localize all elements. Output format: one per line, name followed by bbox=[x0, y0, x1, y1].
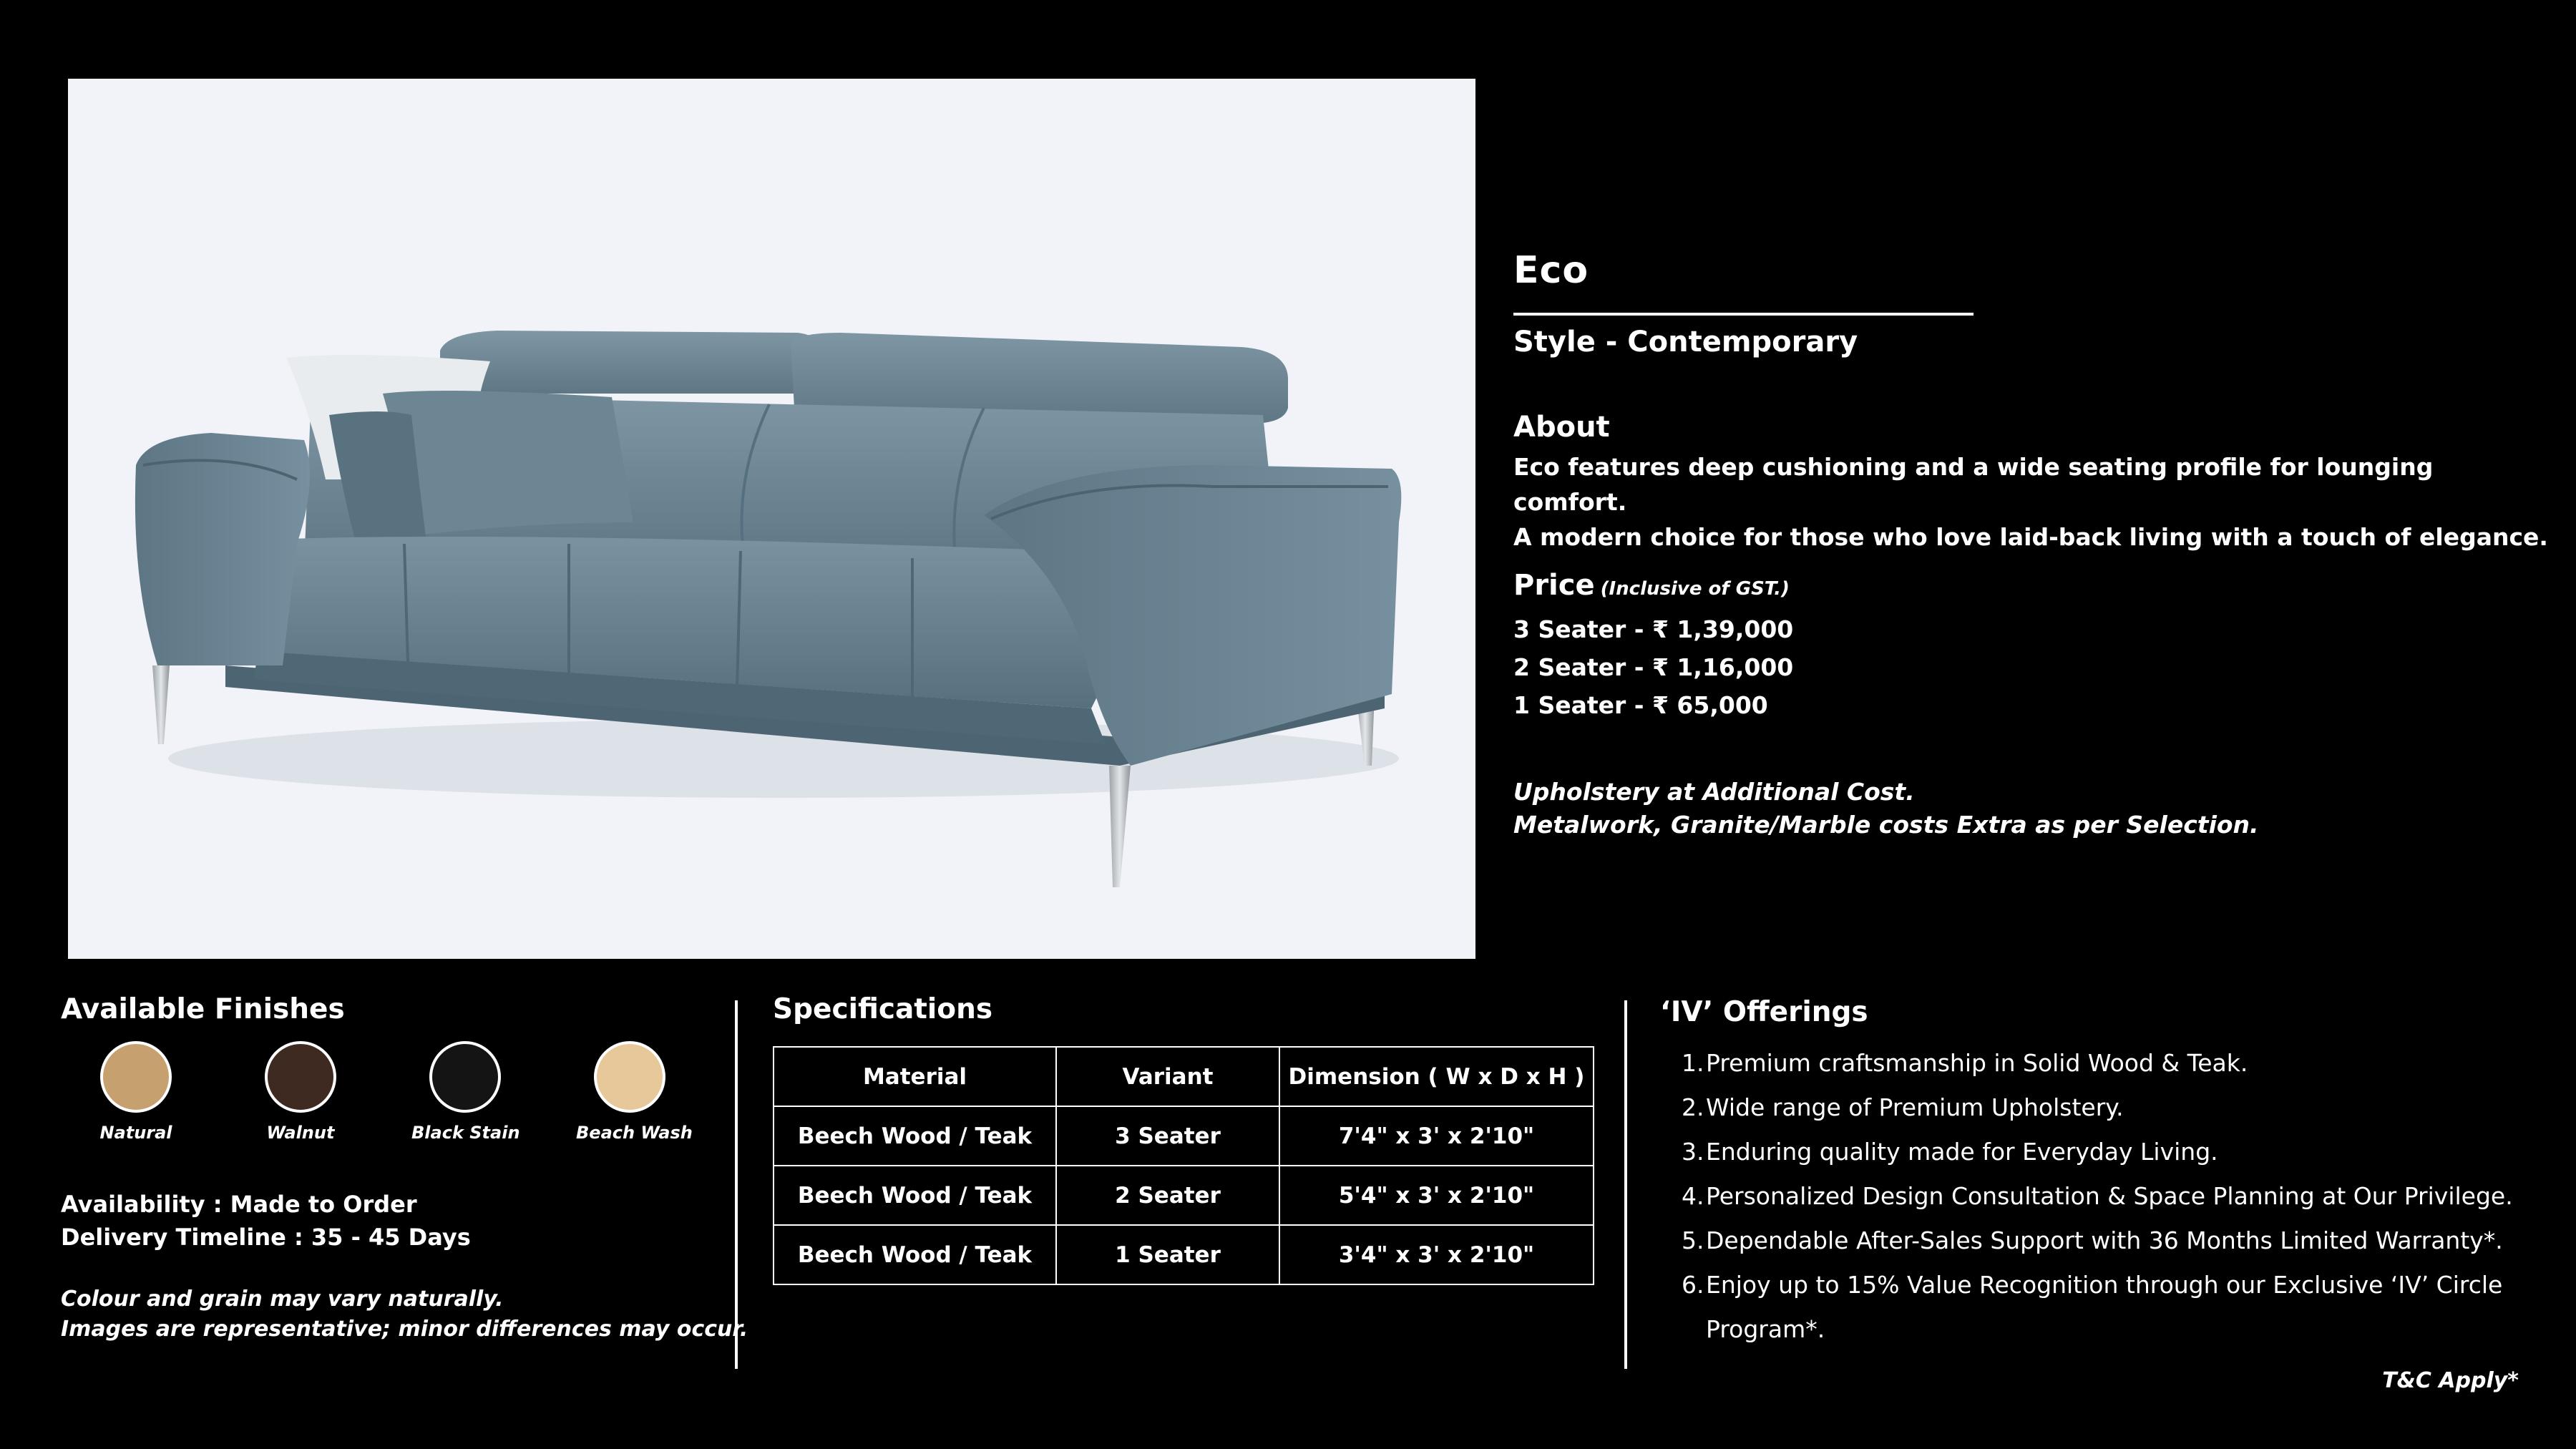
finish-swatch-beach-wash[interactable] bbox=[576, 1041, 693, 1143]
section-divider bbox=[1624, 1000, 1627, 1369]
swatch-label: Beach Wash bbox=[576, 1123, 693, 1143]
offering-text: Enduring quality made for Everyday Living. bbox=[1706, 1138, 2218, 1166]
upholstery-note bbox=[1513, 776, 2259, 841]
finish-swatch-black-stain[interactable] bbox=[411, 1041, 519, 1143]
product-image bbox=[68, 79, 1475, 959]
price-item: 3 Seater - ₹ 1,39,000 bbox=[1513, 615, 1794, 643]
product-title: Eco bbox=[1513, 249, 1589, 292]
offering-text: Enjoy up to 15% Value Recognition through our Exclusive ‘IV’ Circle Program*. bbox=[1706, 1271, 2503, 1343]
specifications-heading: Specifications bbox=[773, 993, 993, 1025]
availability-line: Availability : Made to Order bbox=[61, 1191, 417, 1218]
delivery-line: Delivery Timeline : 35 - 45 Days bbox=[61, 1224, 471, 1251]
price-list bbox=[1513, 610, 1793, 724]
offering-text: Wide range of Premium Upholstery. bbox=[1706, 1093, 2124, 1121]
swatch-label: Walnut bbox=[266, 1123, 335, 1143]
list-item: 1. Premium craftsmanship in Solid Wood & Teak. bbox=[1682, 1041, 2526, 1085]
about-line: A modern choice for those who love laid-back living with a touch of elegance. bbox=[1513, 523, 2548, 551]
swatch-color bbox=[594, 1041, 665, 1113]
price-item: 2 Seater - ₹ 1,16,000 bbox=[1513, 653, 1794, 681]
list-item: 3. Enduring quality made for Everyday Living. bbox=[1682, 1130, 2526, 1174]
list-item: 2. Wide range of Premium Upholstery. bbox=[1682, 1085, 2526, 1130]
about-heading: About bbox=[1513, 411, 1610, 444]
table-cell: 2 Seater bbox=[1056, 1166, 1279, 1225]
list-item: 5. Dependable After-Sales Support with 36 Months Limited Warranty*. bbox=[1682, 1219, 2526, 1263]
price-note: (Inclusive of GST.) bbox=[1600, 578, 1790, 600]
disclaimer bbox=[61, 1284, 748, 1345]
table-header-row bbox=[774, 1047, 1594, 1106]
offering-text: Dependable After-Sales Support with 36 Months Limited Warranty*. bbox=[1706, 1226, 2503, 1254]
list-item: 4. Personalized Design Consultation & Space Planning at Our Privilege. bbox=[1682, 1174, 2526, 1219]
terms-note: T&C Apply* bbox=[2382, 1368, 2519, 1393]
disclaimer-line: Images are representative; minor differences may occur. bbox=[61, 1317, 748, 1342]
price-heading bbox=[1513, 569, 1790, 602]
sofa-illustration bbox=[68, 79, 1475, 959]
offerings-list bbox=[1682, 1041, 2526, 1352]
table-cell: Beech Wood / Teak bbox=[774, 1225, 1056, 1284]
price-item: 1 Seater - ₹ 65,000 bbox=[1513, 691, 1768, 719]
about-text bbox=[1513, 449, 2551, 555]
table-cell: 3'4" x 3' x 2'10" bbox=[1279, 1225, 1594, 1284]
finish-swatch-natural[interactable] bbox=[82, 1041, 190, 1143]
column-header: Dimension ( W x D x H ) bbox=[1279, 1047, 1594, 1106]
upholstery-line: Upholstery at Additional Cost. bbox=[1513, 778, 1915, 806]
table-cell: 5'4" x 3' x 2'10" bbox=[1279, 1166, 1594, 1225]
specifications-table bbox=[773, 1046, 1594, 1285]
swatch-color bbox=[429, 1041, 501, 1113]
table-row bbox=[774, 1225, 1594, 1284]
offering-text: Personalized Design Consultation & Space Planning at Our Privilege. bbox=[1706, 1182, 2513, 1210]
offerings-heading: ‘IV’ Offerings bbox=[1660, 996, 1868, 1028]
disclaimer-line: Colour and grain may vary naturally. bbox=[61, 1287, 504, 1312]
about-line: Eco features deep cushioning and a wide seating profile for lounging comfort. bbox=[1513, 453, 2434, 516]
swatch-color bbox=[265, 1041, 336, 1113]
finishes-heading: Available Finishes bbox=[61, 993, 345, 1025]
column-header: Material bbox=[774, 1047, 1056, 1106]
table-row bbox=[774, 1106, 1594, 1166]
product-style: Style - Contemporary bbox=[1513, 326, 1858, 358]
table-cell: Beech Wood / Teak bbox=[774, 1166, 1056, 1225]
table-cell: 3 Seater bbox=[1056, 1106, 1279, 1166]
finish-swatch-walnut[interactable] bbox=[247, 1041, 354, 1143]
swatch-label: Natural bbox=[99, 1123, 172, 1143]
table-cell: 1 Seater bbox=[1056, 1225, 1279, 1284]
swatch-color bbox=[100, 1041, 172, 1113]
availability-info bbox=[61, 1188, 471, 1254]
offering-text: Premium craftsmanship in Solid Wood & Teak. bbox=[1706, 1049, 2248, 1077]
column-header: Variant bbox=[1056, 1047, 1279, 1106]
list-item: 6. Enjoy up to 15% Value Recognition through our Exclusive ‘IV’ Circle Program*. bbox=[1682, 1263, 2526, 1352]
table-cell: 7'4" x 3' x 2'10" bbox=[1279, 1106, 1594, 1166]
table-row bbox=[774, 1166, 1594, 1225]
table-cell: Beech Wood / Teak bbox=[774, 1106, 1056, 1166]
title-underline bbox=[1513, 313, 1974, 316]
price-heading-label: Price bbox=[1513, 569, 1595, 602]
upholstery-line: Metalwork, Granite/Marble costs Extra as per Selection. bbox=[1513, 811, 2259, 839]
swatch-label: Black Stain bbox=[411, 1123, 520, 1143]
